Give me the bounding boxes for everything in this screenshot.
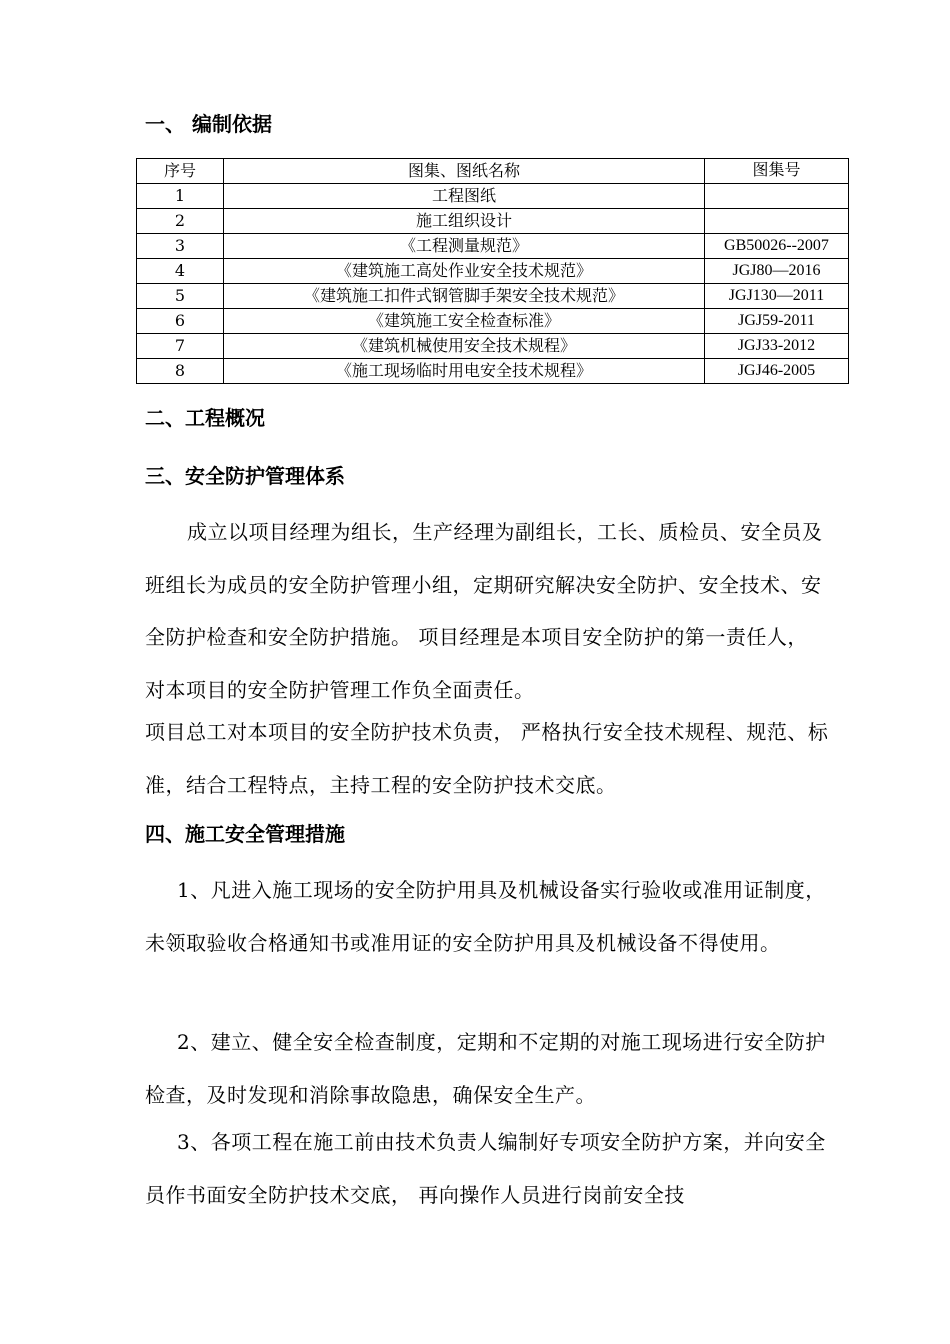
header-name: 图集、图纸名称 <box>224 159 705 184</box>
row-name: 《工程测量规范》 <box>224 234 705 259</box>
row-index: 1 <box>137 184 224 209</box>
table-row <box>137 334 849 359</box>
row-index: 7 <box>137 334 224 359</box>
row-code: JGJ130—2011 <box>705 284 849 309</box>
section-heading-safety-measures: 四、施工安全管理措施 <box>145 822 345 846</box>
paragraph-chief-engineer: 项目总工对本项目的安全防护技术负责， 严格执行安全技术规程、规范、标准，结合工程特点，主持工程的安全防护技术交底。 <box>145 720 829 797</box>
row-name: 《建筑施工安全检查标准》 <box>224 309 705 334</box>
row-index: 3 <box>137 234 224 259</box>
section-heading-basis: 一、 编制依据 <box>145 112 272 136</box>
table-header-row <box>137 159 849 184</box>
table-row <box>137 309 849 334</box>
row-index: 4 <box>137 259 224 284</box>
row-name: 《施工现场临时用电安全技术规程》 <box>224 359 705 384</box>
paragraph-safety-team: 成立以项目经理为组长，生产经理为副组长，工长、质检员、安全员及班组长为成员的安全防护管理小组，定期研究解决安全防护、安全技术、安全防护检查和安全防护措施。 项目经理是本项目安全防护的第一责任人， 对本项目的安全防护管理工作负全面责任。 <box>145 520 823 702</box>
row-name: 《建筑施工扣件式钢管脚手架安全技术规范》 <box>224 284 705 309</box>
row-index: 6 <box>137 309 224 334</box>
row-index: 5 <box>137 284 224 309</box>
row-name: 《建筑施工高处作业安全技术规范》 <box>224 259 705 284</box>
row-code <box>705 184 849 209</box>
table-row <box>137 259 849 284</box>
row-index: 8 <box>137 359 224 384</box>
row-name: 《建筑机械使用安全技术规程》 <box>224 334 705 359</box>
row-code: GB50026--2007 <box>705 234 849 259</box>
paragraph-measure-2: 2、建立、健全安全检查制度，定期和不定期的对施工现场进行安全防护检查，及时发现和消除事故隐患，确保安全生产。 <box>145 1030 826 1107</box>
table-row <box>137 209 849 234</box>
section-heading-overview: 二、工程概况 <box>145 406 265 430</box>
table-row <box>137 284 849 309</box>
paragraph-measure-3: 3、各项工程在施工前由技术负责人编制好专项安全防护方案，并向安全员作书面安全防护技术交底， 再向操作人员进行岗前安全技 <box>145 1130 826 1207</box>
row-name: 施工组织设计 <box>224 209 705 234</box>
paragraph-measure-1: 1、凡进入施工现场的安全防护用具及机械设备实行验收或准用证制度， 未领取验收合格通知书或准用证的安全防护用具及机械设备不得使用。 <box>145 878 826 955</box>
section-heading-safety-system: 三、安全防护管理体系 <box>145 464 345 488</box>
row-code <box>705 209 849 234</box>
reference-table <box>136 158 849 384</box>
row-name: 工程图纸 <box>224 184 705 209</box>
row-index: 2 <box>137 209 224 234</box>
row-code: JGJ59-2011 <box>705 309 849 334</box>
header-index: 序号 <box>137 159 224 184</box>
table-row <box>137 184 849 209</box>
row-code: JGJ80—2016 <box>705 259 849 284</box>
table-row <box>137 234 849 259</box>
table-row <box>137 359 849 384</box>
row-code: JGJ33-2012 <box>705 334 849 359</box>
row-code: JGJ46-2005 <box>705 359 849 384</box>
header-code: 图集号 <box>705 159 849 184</box>
